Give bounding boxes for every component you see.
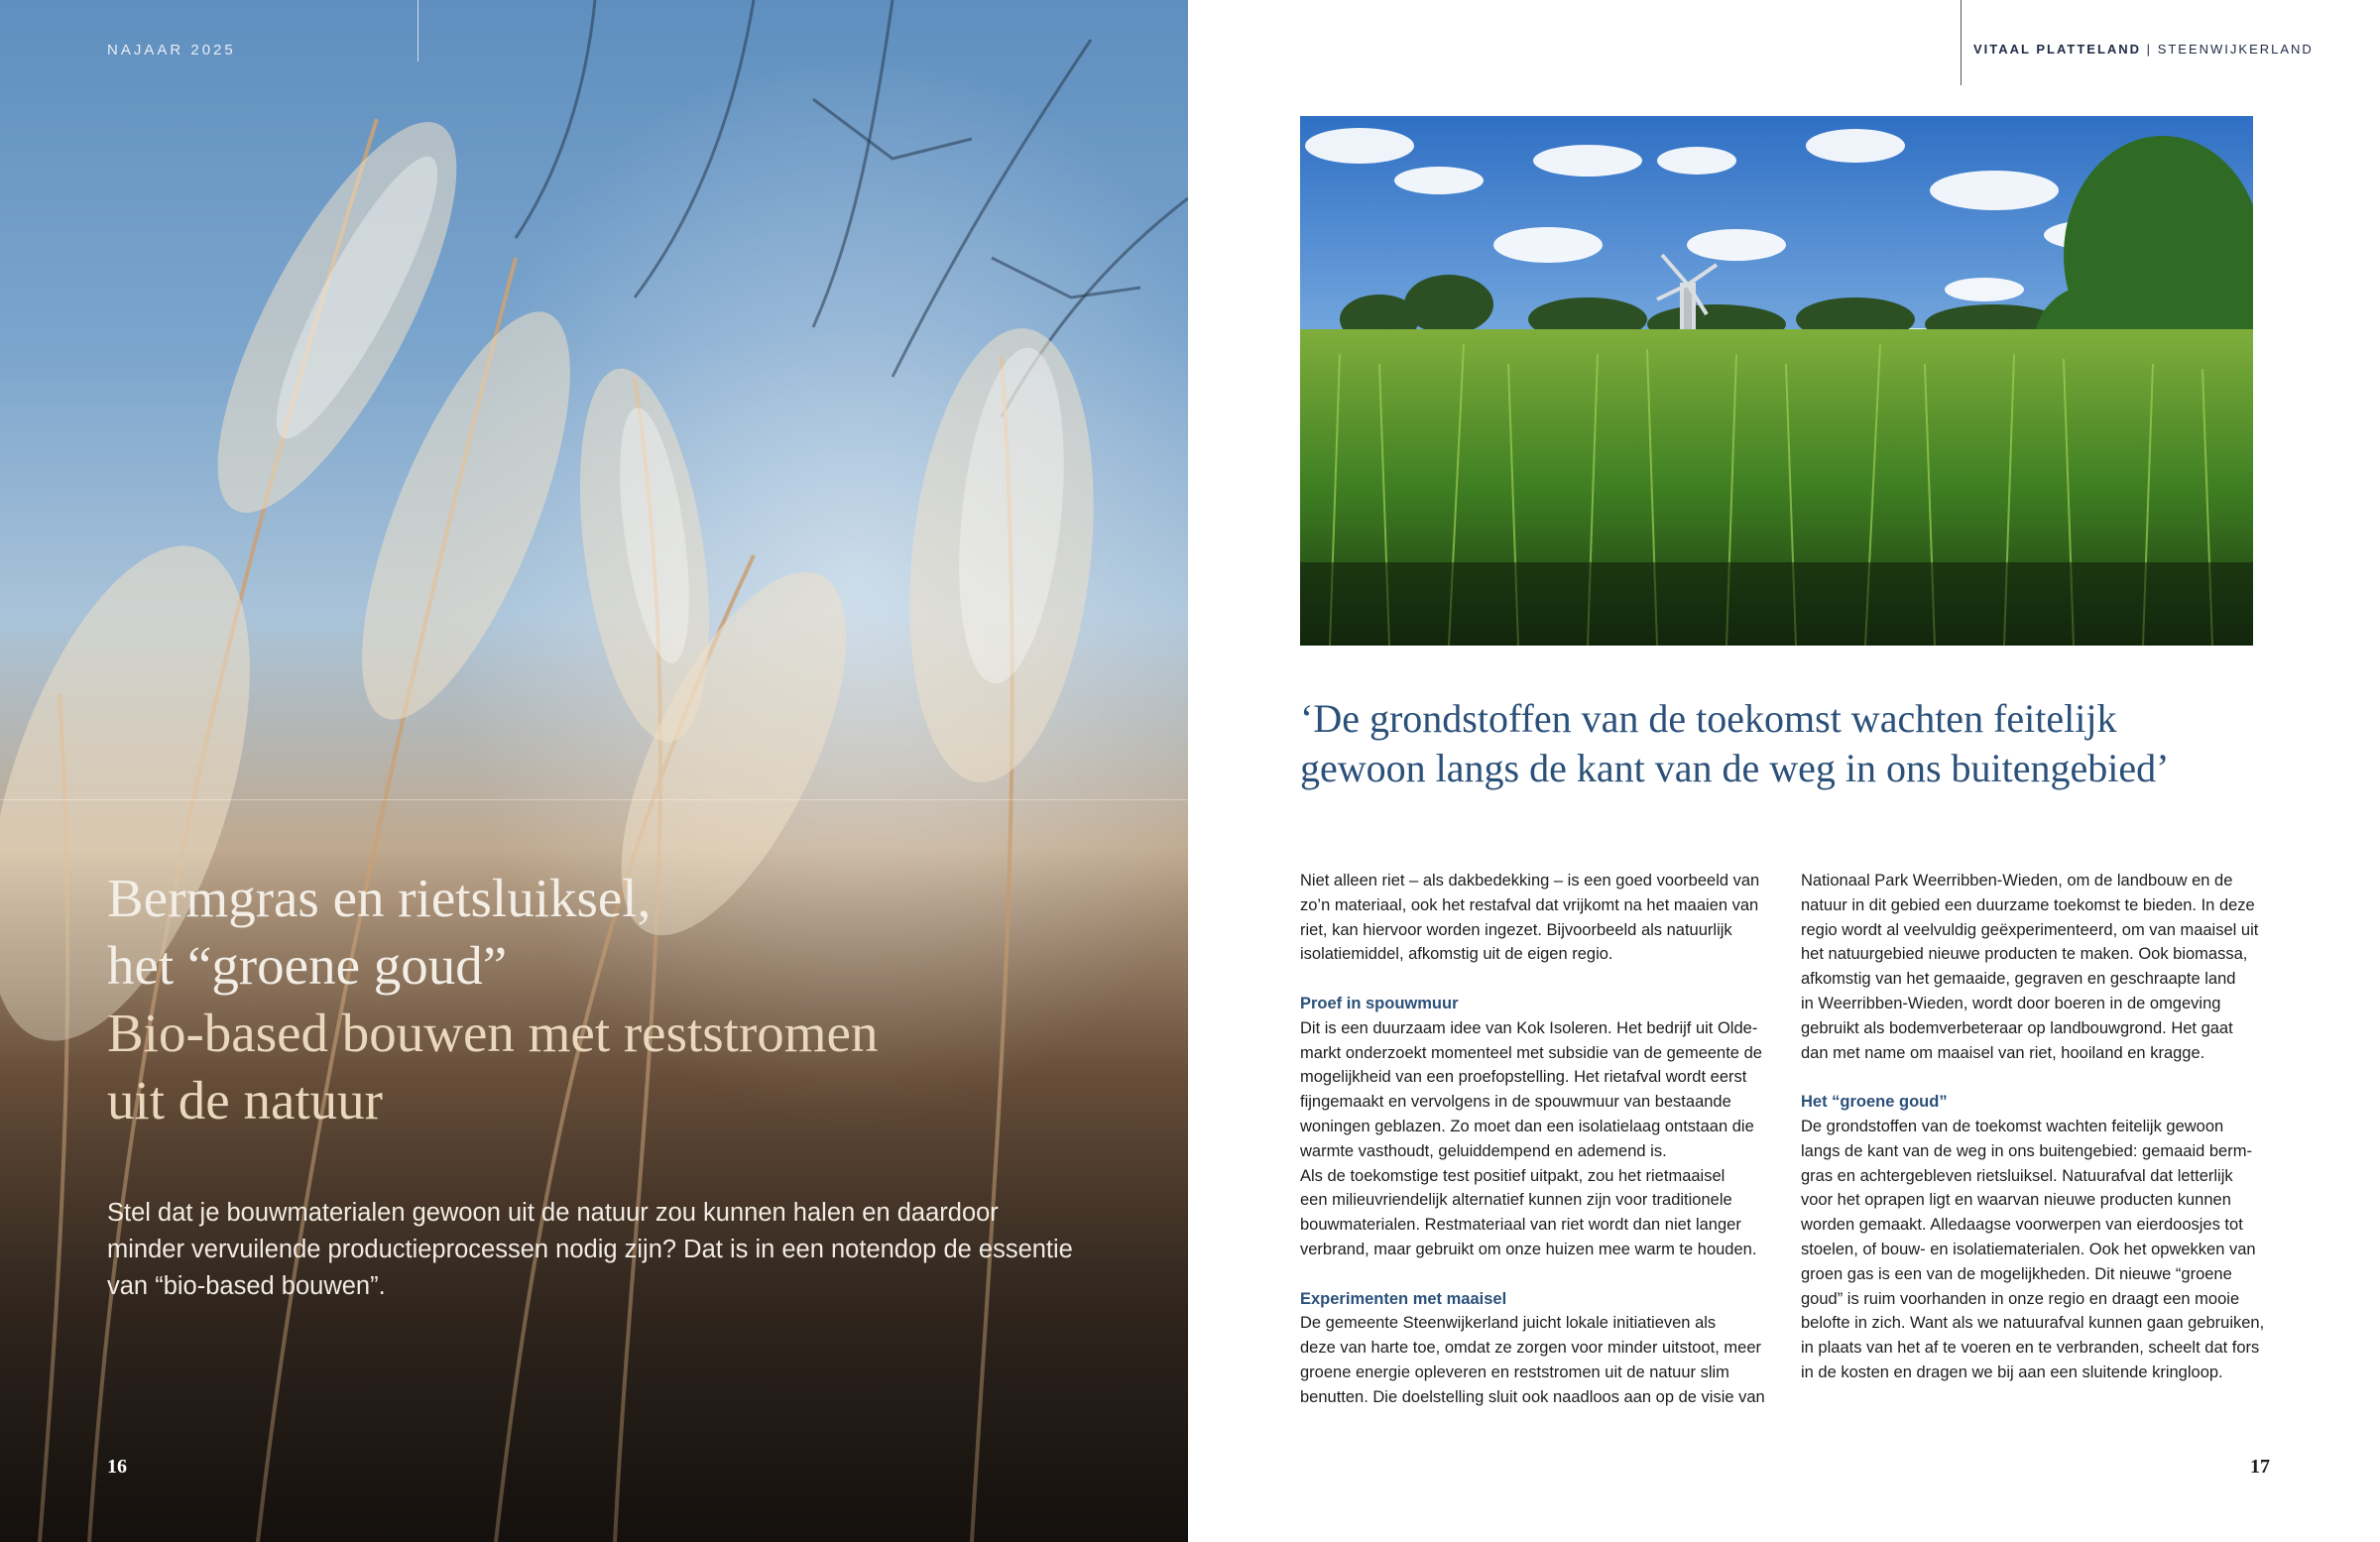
paragraph bbox=[1300, 1311, 1770, 1409]
text-line: gebruikt als bodemverbeteraar op landbouwgrond. Het gaat bbox=[1801, 1018, 2233, 1037]
text-line: bouwmaterialen. Restmateriaal van riet wordt dan niet langer bbox=[1300, 1216, 1741, 1235]
masthead-divider bbox=[1961, 0, 1962, 85]
text-line: markt onderzoekt momenteel met subsidie van de gemeente de bbox=[1300, 1043, 1762, 1062]
text-line: De gemeente Steenwijkerland juicht lokale initiatieven als bbox=[1300, 1314, 1717, 1333]
text-line: dan met name om maaisel van riet, hooiland en kragge. bbox=[1801, 1043, 2205, 1062]
paragraph bbox=[1801, 1115, 2271, 1385]
section-heading: Het “groene goud” bbox=[1801, 1093, 1948, 1112]
left-page bbox=[0, 0, 1188, 1542]
body-column-1 bbox=[1300, 869, 1770, 1410]
text-line: Niet alleen riet – als dakbedekking – is een goed voorbeeld van bbox=[1300, 872, 1760, 890]
horizontal-rule bbox=[0, 799, 1188, 800]
text-line: in Weerribben-Wieden, wordt door boeren in de omgeving bbox=[1801, 994, 2221, 1012]
reed-field-windmill-photo bbox=[1300, 116, 2253, 646]
title-line-1: Bermgras en rietsluiksel, bbox=[107, 868, 652, 928]
issue-season: NAJAAR 2025 bbox=[107, 42, 236, 59]
text-line: warmte vasthoudt, geluiddempend en ademend is. bbox=[1300, 1141, 1667, 1160]
right-page bbox=[1188, 0, 2380, 1542]
text-line: stoelen, of bouw- en isolatiematerialen. Ook het opwekken van bbox=[1801, 1240, 2256, 1258]
paragraph bbox=[1300, 869, 1770, 967]
article-title-block bbox=[107, 865, 1099, 1134]
masthead-separator: | bbox=[2146, 42, 2153, 57]
text-line: in de kosten en dragen we bij aan een sluitende kringloop. bbox=[1801, 1363, 2223, 1381]
text-line: Nationaal Park Weerribben-Wieden, om de landbouw en de bbox=[1801, 872, 2233, 890]
fold-line bbox=[417, 0, 418, 61]
text-line: benutten. Die doelstelling sluit ook naadloos aan op de visie van bbox=[1300, 1387, 1765, 1406]
reed-plumes-photo bbox=[0, 0, 1188, 1542]
pull-quote-line: gewoon langs de kant van de weg in ons buitengebied’ bbox=[1300, 746, 2170, 790]
text-line: gras en achtergebleven rietsluiksel. Natuurafval dat letterlijk bbox=[1801, 1166, 2233, 1185]
pull-quote bbox=[1300, 694, 2282, 793]
text-line: verbrand, maar gebruikt om onze huizen mee warm te houden. bbox=[1300, 1240, 1757, 1258]
text-line: in plaats van het af te voeren en te verbranden, scheelt dat fors bbox=[1801, 1339, 2260, 1358]
landscape-image bbox=[1300, 116, 2253, 646]
masthead-region: STEENWIJKERLAND bbox=[2157, 42, 2314, 57]
pull-quote-line: ‘De grondstoffen van de toekomst wachten feitelijk bbox=[1300, 696, 2117, 741]
text-line: langs de kant van de weg in ons buitengebied: gemaaid berm- bbox=[1801, 1141, 2252, 1160]
text-line: isolatiemiddel, afkomstig uit de eigen regio. bbox=[1300, 945, 1613, 964]
text-line: Dit is een duurzaam idee van Kok Isoleren. Het bedrijf uit Olde- bbox=[1300, 1018, 1758, 1037]
text-line: voor het oprapen ligt en waarvan nieuwe producten kunnen bbox=[1801, 1191, 2231, 1210]
title-line-2: het “groene goud” bbox=[107, 935, 508, 996]
page-number-right: 17 bbox=[2250, 1456, 2270, 1478]
text-line: De grondstoffen van de toekomst wachten feitelijk gewoon bbox=[1801, 1117, 2224, 1135]
paragraph bbox=[1801, 869, 2271, 1065]
section-heading: Experimenten met maaisel bbox=[1300, 1289, 1507, 1308]
intro-line: Stel dat je bouwmaterialen gewoon uit de natuur zou kunnen halen en daardoor bbox=[107, 1199, 999, 1227]
text-line: belofte in zich. Want als we natuurafval kunnen gaan gebruiken, bbox=[1801, 1314, 2265, 1333]
text-line: afkomstig van het gemaaide, gegraven en geschraapte land bbox=[1801, 970, 2236, 989]
subtitle-line-2: uit de natuur bbox=[107, 1070, 383, 1130]
text-line: zo’n materiaal, ook het restafval dat vrijkomt na het maaien van bbox=[1300, 895, 1759, 914]
subtitle-line-1: Bio-based bouwen met reststromen bbox=[107, 1003, 879, 1063]
text-line: een milieuvriendelijk alternatief kunnen zijn voor traditionele bbox=[1300, 1191, 1732, 1210]
masthead-section: VITAAL PLATTELAND bbox=[1973, 42, 2142, 57]
text-line: goud” is ruim voorhanden in onze regio en draagt een mooie bbox=[1801, 1289, 2240, 1308]
text-line: woningen geblazen. Zo moet dan een isolatielaag ontstaan die bbox=[1300, 1117, 1754, 1135]
text-line: Als de toekomstige test positief uitpakt, zou het rietmaaisel bbox=[1300, 1166, 1726, 1185]
intro-paragraph bbox=[107, 1195, 1099, 1305]
text-line: deze van harte toe, omdat ze zorgen voor minder uitstoot, meer bbox=[1300, 1339, 1761, 1358]
text-line: riet, kan hiervoor worden ingezet. Bijvoorbeeld als natuurlijk bbox=[1300, 920, 1732, 939]
body-column-2 bbox=[1801, 869, 2271, 1385]
text-line: groen gas is een van de mogelijkheden. Dit nieuwe “groene bbox=[1801, 1264, 2232, 1283]
intro-line: van “bio-based bouwen”. bbox=[107, 1272, 386, 1300]
intro-line: minder vervuilende productieprocessen nodig zijn? Dat is in een notendop de essentie bbox=[107, 1236, 1073, 1263]
text-line: groene energie opleveren en reststromen uit de natuur slim bbox=[1300, 1363, 1729, 1381]
text-line: worden gemaakt. Alledaagse voorwerpen van eierdoosjes tot bbox=[1801, 1216, 2243, 1235]
masthead bbox=[1973, 42, 2314, 57]
section-heading: Proef in spouwmuur bbox=[1300, 994, 1459, 1012]
page-number-left: 16 bbox=[107, 1456, 127, 1478]
text-line: regio wordt al veelvuldig geëxperimenteerd, om van maaisel uit bbox=[1801, 920, 2259, 939]
text-line: natuur in dit gebied een duurzame toekomst te bieden. In deze bbox=[1801, 895, 2255, 914]
text-line: mogelijkheid van een proefopstelling. Het rietafval wordt eerst bbox=[1300, 1068, 1747, 1087]
text-line: fijngemaakt en vervolgens in de spouwmuur van bestaande bbox=[1300, 1093, 1731, 1112]
text-line: het natuurgebied nieuwe producten te maken. Ook biomassa, bbox=[1801, 945, 2248, 964]
paragraph bbox=[1300, 1016, 1770, 1262]
